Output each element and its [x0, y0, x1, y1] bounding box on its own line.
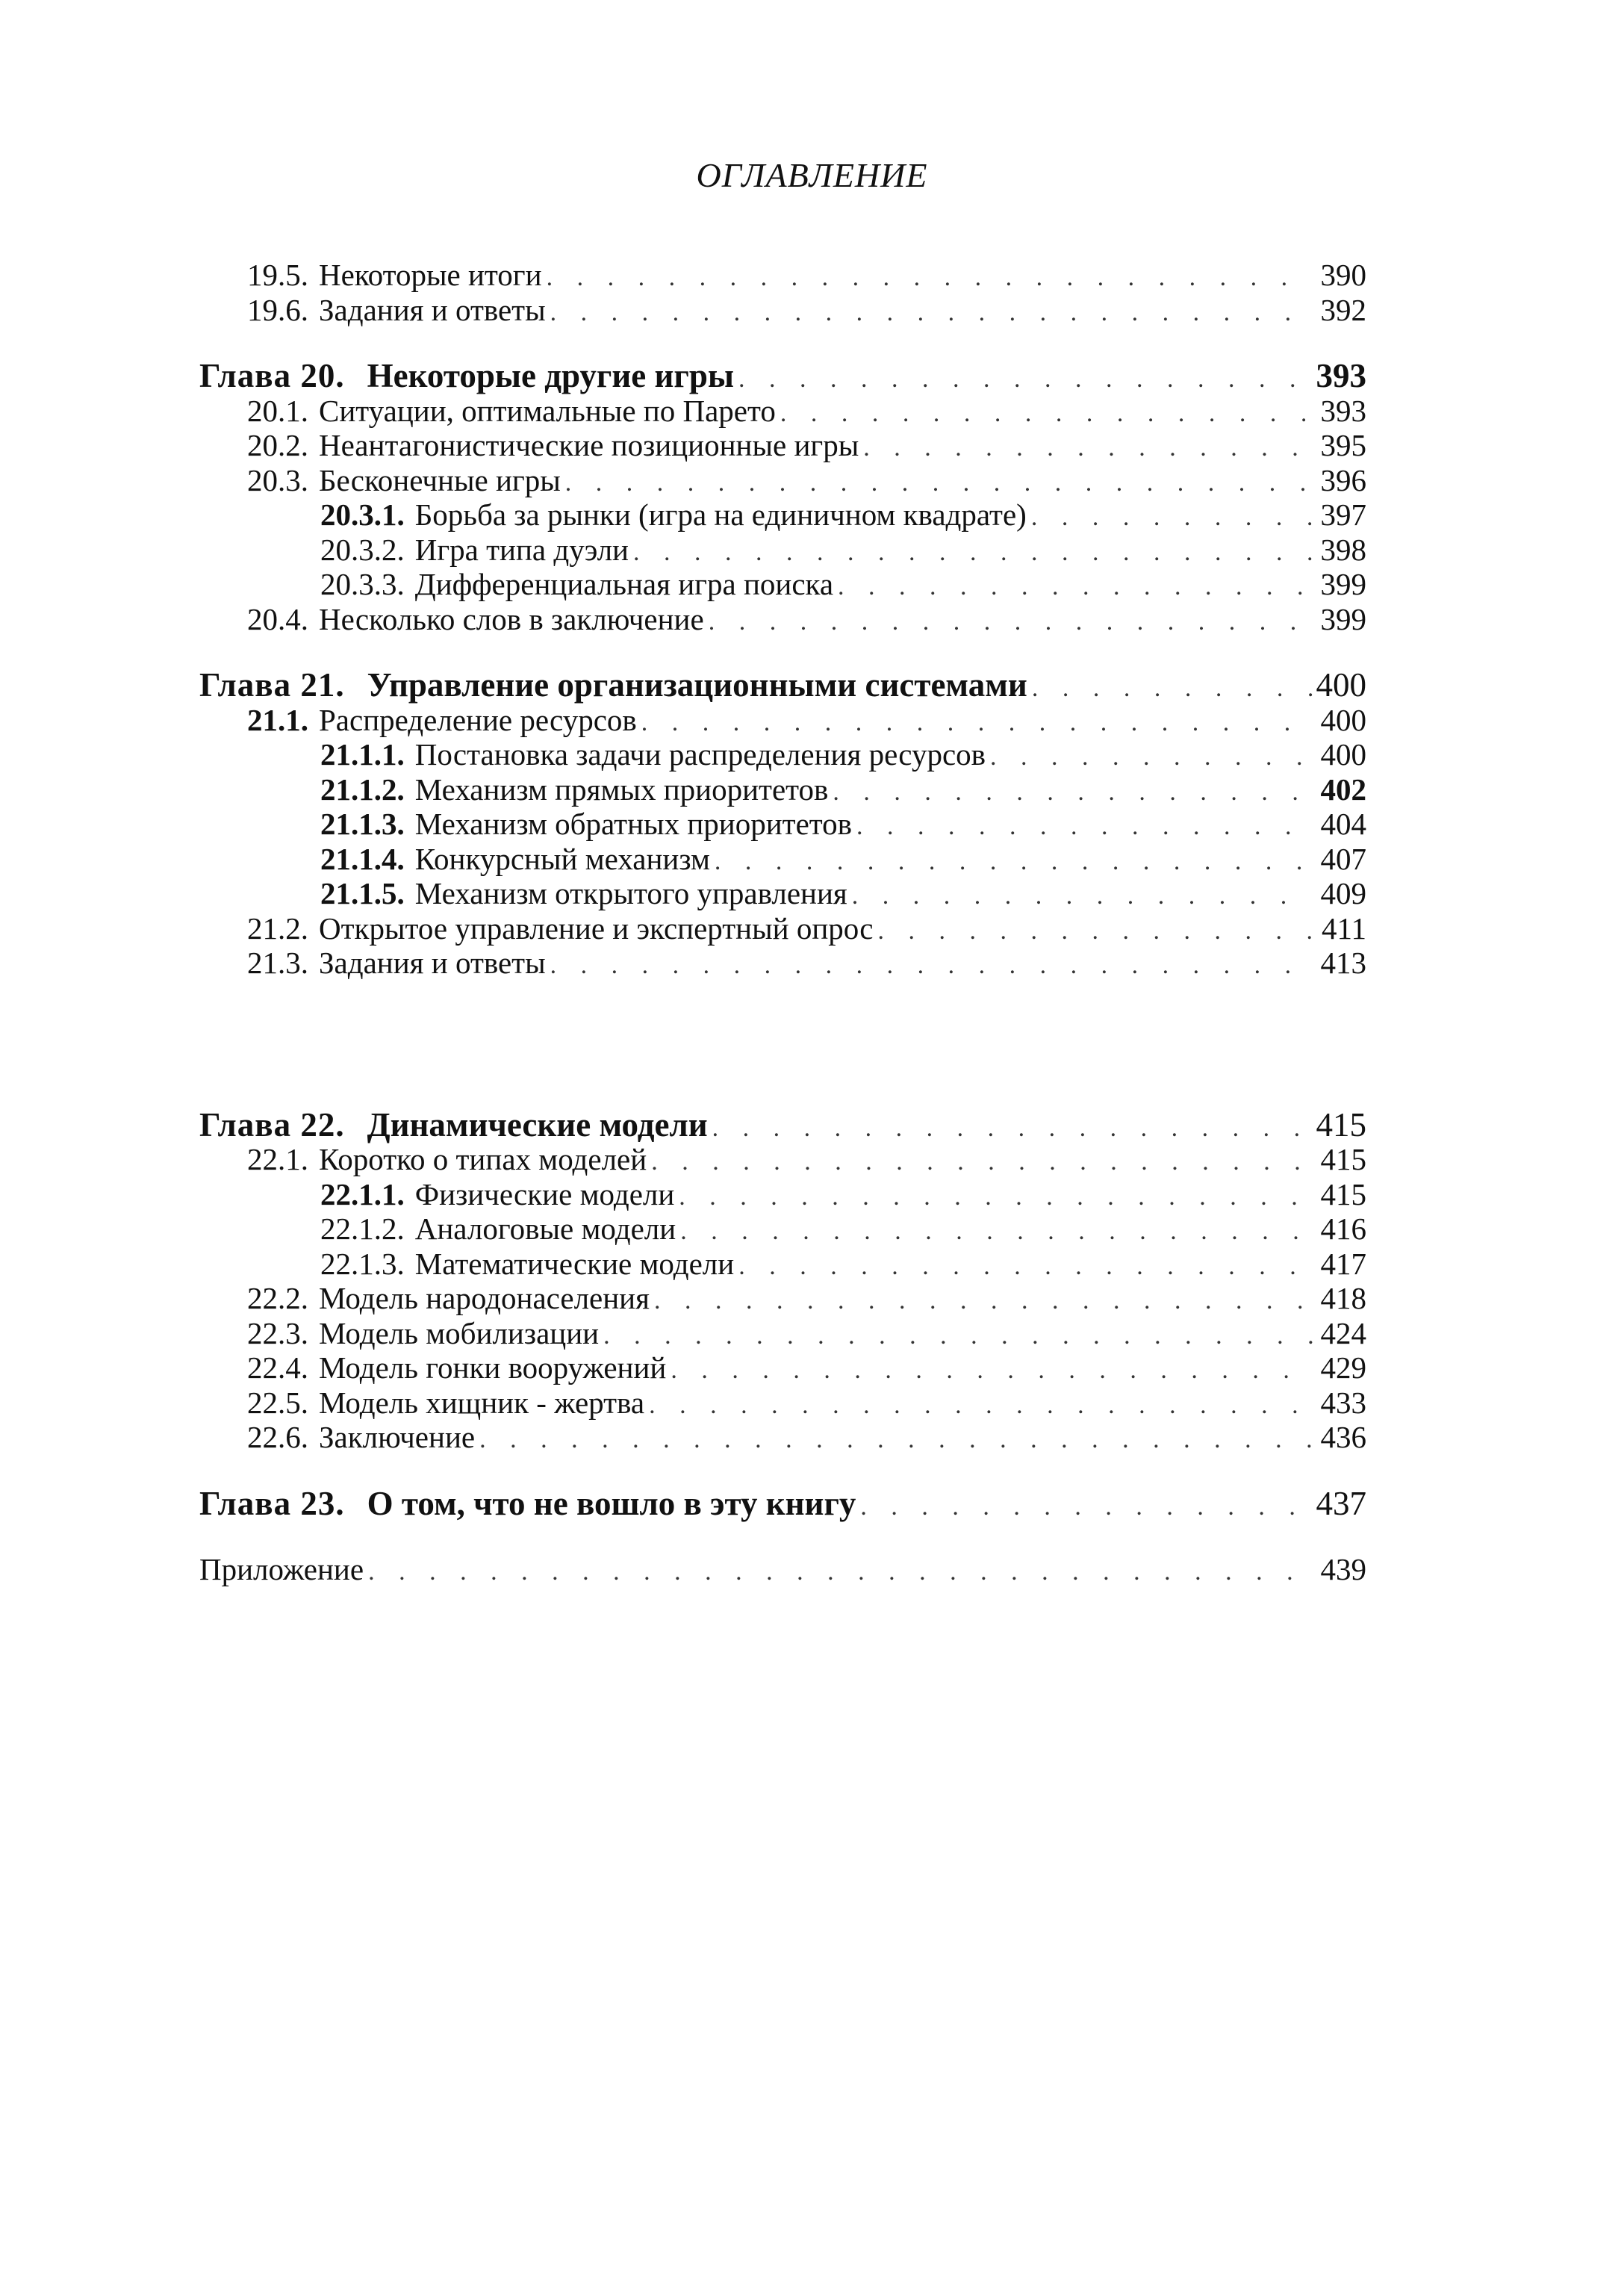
toc-chapter-page: 437 — [1316, 1484, 1366, 1522]
dot-leader — [671, 1353, 1313, 1388]
toc-entry-20-3[interactable] — [199, 463, 1366, 498]
toc-entry-number: 22.4. — [247, 1350, 308, 1385]
toc-entry-number: 20.1. — [247, 393, 308, 428]
toc-entry-number: 22.1.1. — [320, 1176, 405, 1211]
toc-entry-title: Модель гонки вооружений — [319, 1350, 667, 1385]
toc-entry-number: 20.3. — [247, 462, 308, 497]
toc-entry-21-1-4[interactable] — [199, 842, 1366, 877]
toc-chapter-22[interactable] — [199, 1105, 1366, 1143]
toc-chapter-number: Глава 20. — [199, 357, 345, 394]
toc-entry-title: Приложение — [199, 1552, 364, 1586]
toc-entry-21-1-5[interactable] — [199, 876, 1366, 911]
toc-entry-number: 22.1.3. — [320, 1246, 405, 1281]
toc-entry-number: 21.1.3. — [320, 807, 405, 841]
dot-leader — [860, 1490, 1313, 1525]
dot-leader — [1032, 671, 1313, 707]
dot-leader — [651, 1145, 1313, 1180]
toc-entry-22-6[interactable] — [199, 1420, 1366, 1455]
toc-entry-number: 19.5. — [247, 258, 308, 292]
toc-entry-number: 20.2. — [247, 428, 308, 462]
toc-chapter-20[interactable] — [199, 359, 1366, 394]
toc-chapter-title: О том, что не вошло в эту книгу — [367, 1484, 856, 1522]
toc-entry-20-1[interactable] — [199, 394, 1366, 429]
toc-entry-number: 22.1. — [247, 1142, 308, 1176]
toc-entry-page: 397 — [1320, 497, 1366, 532]
toc-entry-title: Модель народонаселения — [319, 1281, 650, 1315]
toc-entry-title: Модель мобилизации — [319, 1315, 600, 1350]
toc-entry-number: 21.1.2. — [320, 772, 405, 807]
toc-entry-21-1[interactable] — [199, 703, 1366, 738]
toc-entry-number: 22.3. — [247, 1315, 308, 1350]
dot-leader — [878, 914, 1313, 949]
toc-entry-22-1[interactable] — [199, 1142, 1366, 1177]
toc-entry-number: 20.3.2. — [320, 532, 405, 567]
toc-entry-page: 409 — [1320, 876, 1366, 910]
toc-entry-22-2[interactable] — [199, 1281, 1366, 1316]
toc-entry-number: 22.1.2. — [320, 1211, 405, 1246]
dot-leader — [565, 466, 1313, 501]
toc-chapter-number: Глава 23. — [199, 1484, 345, 1522]
toc-entry-20-4[interactable] — [199, 602, 1366, 637]
spacer — [199, 636, 1366, 668]
toc-entry-21-2[interactable] — [199, 911, 1366, 946]
toc-entry-page: 411 — [1322, 910, 1366, 946]
toc-entry-21-1-3[interactable] — [199, 807, 1366, 842]
toc-chapter-23[interactable] — [199, 1486, 1366, 1521]
toc-entry-page: 396 — [1320, 462, 1366, 497]
toc-entry-title: Неантагонистические позиционные игры — [319, 428, 859, 462]
toc-entry-20-3-1[interactable] — [199, 497, 1366, 533]
dot-leader — [550, 949, 1313, 984]
toc-entry-title: Коротко о типах моделей — [319, 1142, 647, 1176]
toc-entry-20-3-2[interactable] — [199, 533, 1366, 568]
toc-entry-title: Открытое управление и экспертный опрос — [319, 910, 874, 946]
dot-leader — [550, 296, 1313, 331]
toc-entry-appendix[interactable] — [199, 1552, 1366, 1587]
toc-entry-22-1-3[interactable] — [199, 1247, 1366, 1282]
toc-entry-page: 390 — [1320, 258, 1366, 292]
dot-leader — [738, 362, 1313, 397]
dot-leader — [649, 1388, 1313, 1424]
toc-entry-21-1-1[interactable] — [199, 737, 1366, 772]
toc-entry-title: Заключение — [319, 1420, 476, 1454]
dot-leader — [738, 1250, 1313, 1285]
toc-entry-title: Конкурсный механизм — [414, 841, 710, 876]
toc-chapter-page: 393 — [1316, 357, 1366, 394]
toc-entry-page: 429 — [1320, 1350, 1366, 1385]
dot-leader — [715, 845, 1313, 880]
dot-leader — [838, 570, 1313, 605]
toc-entry-page: 407 — [1320, 841, 1366, 876]
toc-entry-number: 21.1.4. — [320, 841, 405, 876]
toc-entry-title: Механизм прямых приоритетов — [414, 772, 829, 807]
toc-entry-title: Модель хищник - жертва — [319, 1385, 645, 1420]
table-of-contents — [199, 258, 1366, 1587]
toc-entry-22-4[interactable] — [199, 1350, 1366, 1385]
toc-entry-page: 433 — [1320, 1385, 1366, 1420]
toc-entry-number: 21.1.1. — [320, 737, 405, 772]
toc-chapter-21[interactable] — [199, 668, 1366, 703]
toc-entry-title: Ситуации, оптимальные по Парето — [319, 393, 776, 428]
dot-leader — [679, 1180, 1313, 1215]
dot-leader — [709, 605, 1313, 640]
dot-leader — [603, 1319, 1313, 1354]
toc-entry-title: Игра типа дуэли — [414, 532, 629, 567]
dot-leader — [712, 1111, 1313, 1146]
toc-entry-title: Задания и ответы — [319, 292, 546, 327]
toc-entry-title: Математические модели — [414, 1246, 735, 1281]
toc-entry-title: Дифференциальная игра поиска — [414, 567, 834, 601]
dot-leader — [654, 1284, 1313, 1319]
toc-entry-page: 404 — [1320, 807, 1366, 841]
toc-entry-22-3[interactable] — [199, 1316, 1366, 1351]
toc-chapter-number: Глава 22. — [199, 1105, 345, 1143]
toc-entry-19-6[interactable] — [199, 293, 1366, 328]
toc-entry-title: Задания и ответы — [319, 946, 546, 980]
dot-leader — [780, 397, 1313, 432]
toc-entry-title: Механизм открытого управления — [414, 876, 847, 910]
toc-entry-20-3-3[interactable] — [199, 567, 1366, 602]
toc-entry-number: 21.3. — [247, 946, 308, 980]
spacer — [199, 327, 1366, 359]
spacer — [199, 981, 1366, 1108]
toc-chapter-title: Динамические модели — [367, 1105, 708, 1143]
toc-entry-page: 436 — [1320, 1420, 1366, 1454]
dot-leader — [633, 536, 1313, 571]
toc-entry-number: 21.2. — [247, 910, 308, 946]
dot-leader — [833, 775, 1313, 810]
spacer — [199, 1521, 1366, 1552]
toc-entry-title: Механизм обратных приоритетов — [414, 807, 853, 841]
toc-chapter-page: 400 — [1316, 666, 1366, 704]
toc-entry-title: Постановка задачи распределения ресурсов — [414, 737, 986, 772]
toc-entry-page: 415 — [1320, 1176, 1366, 1211]
toc-entry-page: 413 — [1320, 946, 1366, 980]
dot-leader — [863, 431, 1313, 466]
toc-entry-22-1-2[interactable] — [199, 1211, 1366, 1247]
toc-chapter-title: Некоторые другие игры — [367, 357, 735, 394]
toc-entry-number: 22.2. — [247, 1281, 308, 1315]
toc-entry-title: Некоторые итоги — [319, 258, 542, 292]
toc-chapter-title: Управление организационными системами — [367, 666, 1027, 704]
dot-leader — [641, 706, 1313, 741]
toc-entry-page: 393 — [1320, 393, 1366, 428]
dot-leader — [1031, 500, 1313, 536]
toc-entry-number: 21.1.5. — [320, 876, 405, 910]
toc-entry-page: 400 — [1320, 737, 1366, 772]
toc-entry-title: Несколько слов в заключение — [319, 601, 704, 636]
spacer — [199, 1455, 1366, 1486]
toc-entry-page: 424 — [1320, 1315, 1366, 1350]
toc-entry-21-3[interactable] — [199, 946, 1366, 981]
toc-entry-page: 415 — [1320, 1142, 1366, 1176]
toc-entry-page: 439 — [1320, 1552, 1366, 1586]
toc-entry-page: 399 — [1320, 567, 1366, 601]
dot-leader — [479, 1423, 1313, 1458]
toc-chapter-number: Глава 21. — [199, 666, 345, 704]
toc-entry-number: 21.1. — [247, 702, 308, 737]
toc-entry-page: 418 — [1320, 1281, 1366, 1315]
toc-entry-22-5[interactable] — [199, 1385, 1366, 1421]
toc-entry-number: 22.5. — [247, 1385, 308, 1420]
toc-entry-number: 20.4. — [247, 601, 308, 636]
toc-entry-title: Физические модели — [414, 1176, 675, 1211]
toc-entry-title: Распределение ресурсов — [319, 702, 637, 737]
toc-entry-title: Бесконечные игры — [319, 462, 561, 497]
toc-entry-number: 20.3.1. — [320, 497, 405, 532]
dot-leader — [680, 1214, 1313, 1250]
toc-entry-page: 400 — [1320, 702, 1366, 737]
toc-entry-21-1-2[interactable] — [199, 772, 1366, 807]
toc-entry-page: 395 — [1320, 428, 1366, 462]
toc-entry-page: 398 — [1320, 532, 1366, 567]
toc-entry-title: Борьба за рынки (игра на единичном квадрате) — [414, 497, 1027, 532]
toc-entry-page: 417 — [1320, 1246, 1366, 1281]
toc-entry-number: 19.6. — [247, 292, 308, 327]
toc-entry-page: 399 — [1320, 601, 1366, 636]
toc-entry-20-2[interactable] — [199, 428, 1366, 463]
toc-chapter-page: 415 — [1316, 1105, 1366, 1143]
toc-entry-19-5[interactable] — [199, 258, 1366, 293]
toc-entry-22-1-1[interactable] — [199, 1177, 1366, 1212]
dot-leader — [547, 261, 1313, 296]
dot-leader — [852, 879, 1313, 914]
toc-entry-number: 22.6. — [247, 1420, 308, 1454]
toc-entry-page: 402 — [1320, 772, 1366, 807]
dot-leader — [990, 740, 1313, 775]
toc-entry-title: Аналоговые модели — [414, 1211, 676, 1246]
toc-entry-page: 392 — [1320, 292, 1366, 327]
toc-entry-number: 20.3.3. — [320, 567, 405, 601]
page-title: ОГЛАВЛЕНИЕ — [696, 156, 928, 194]
toc-entry-page: 416 — [1320, 1211, 1366, 1246]
dot-leader — [368, 1555, 1313, 1590]
dot-leader — [856, 810, 1313, 845]
